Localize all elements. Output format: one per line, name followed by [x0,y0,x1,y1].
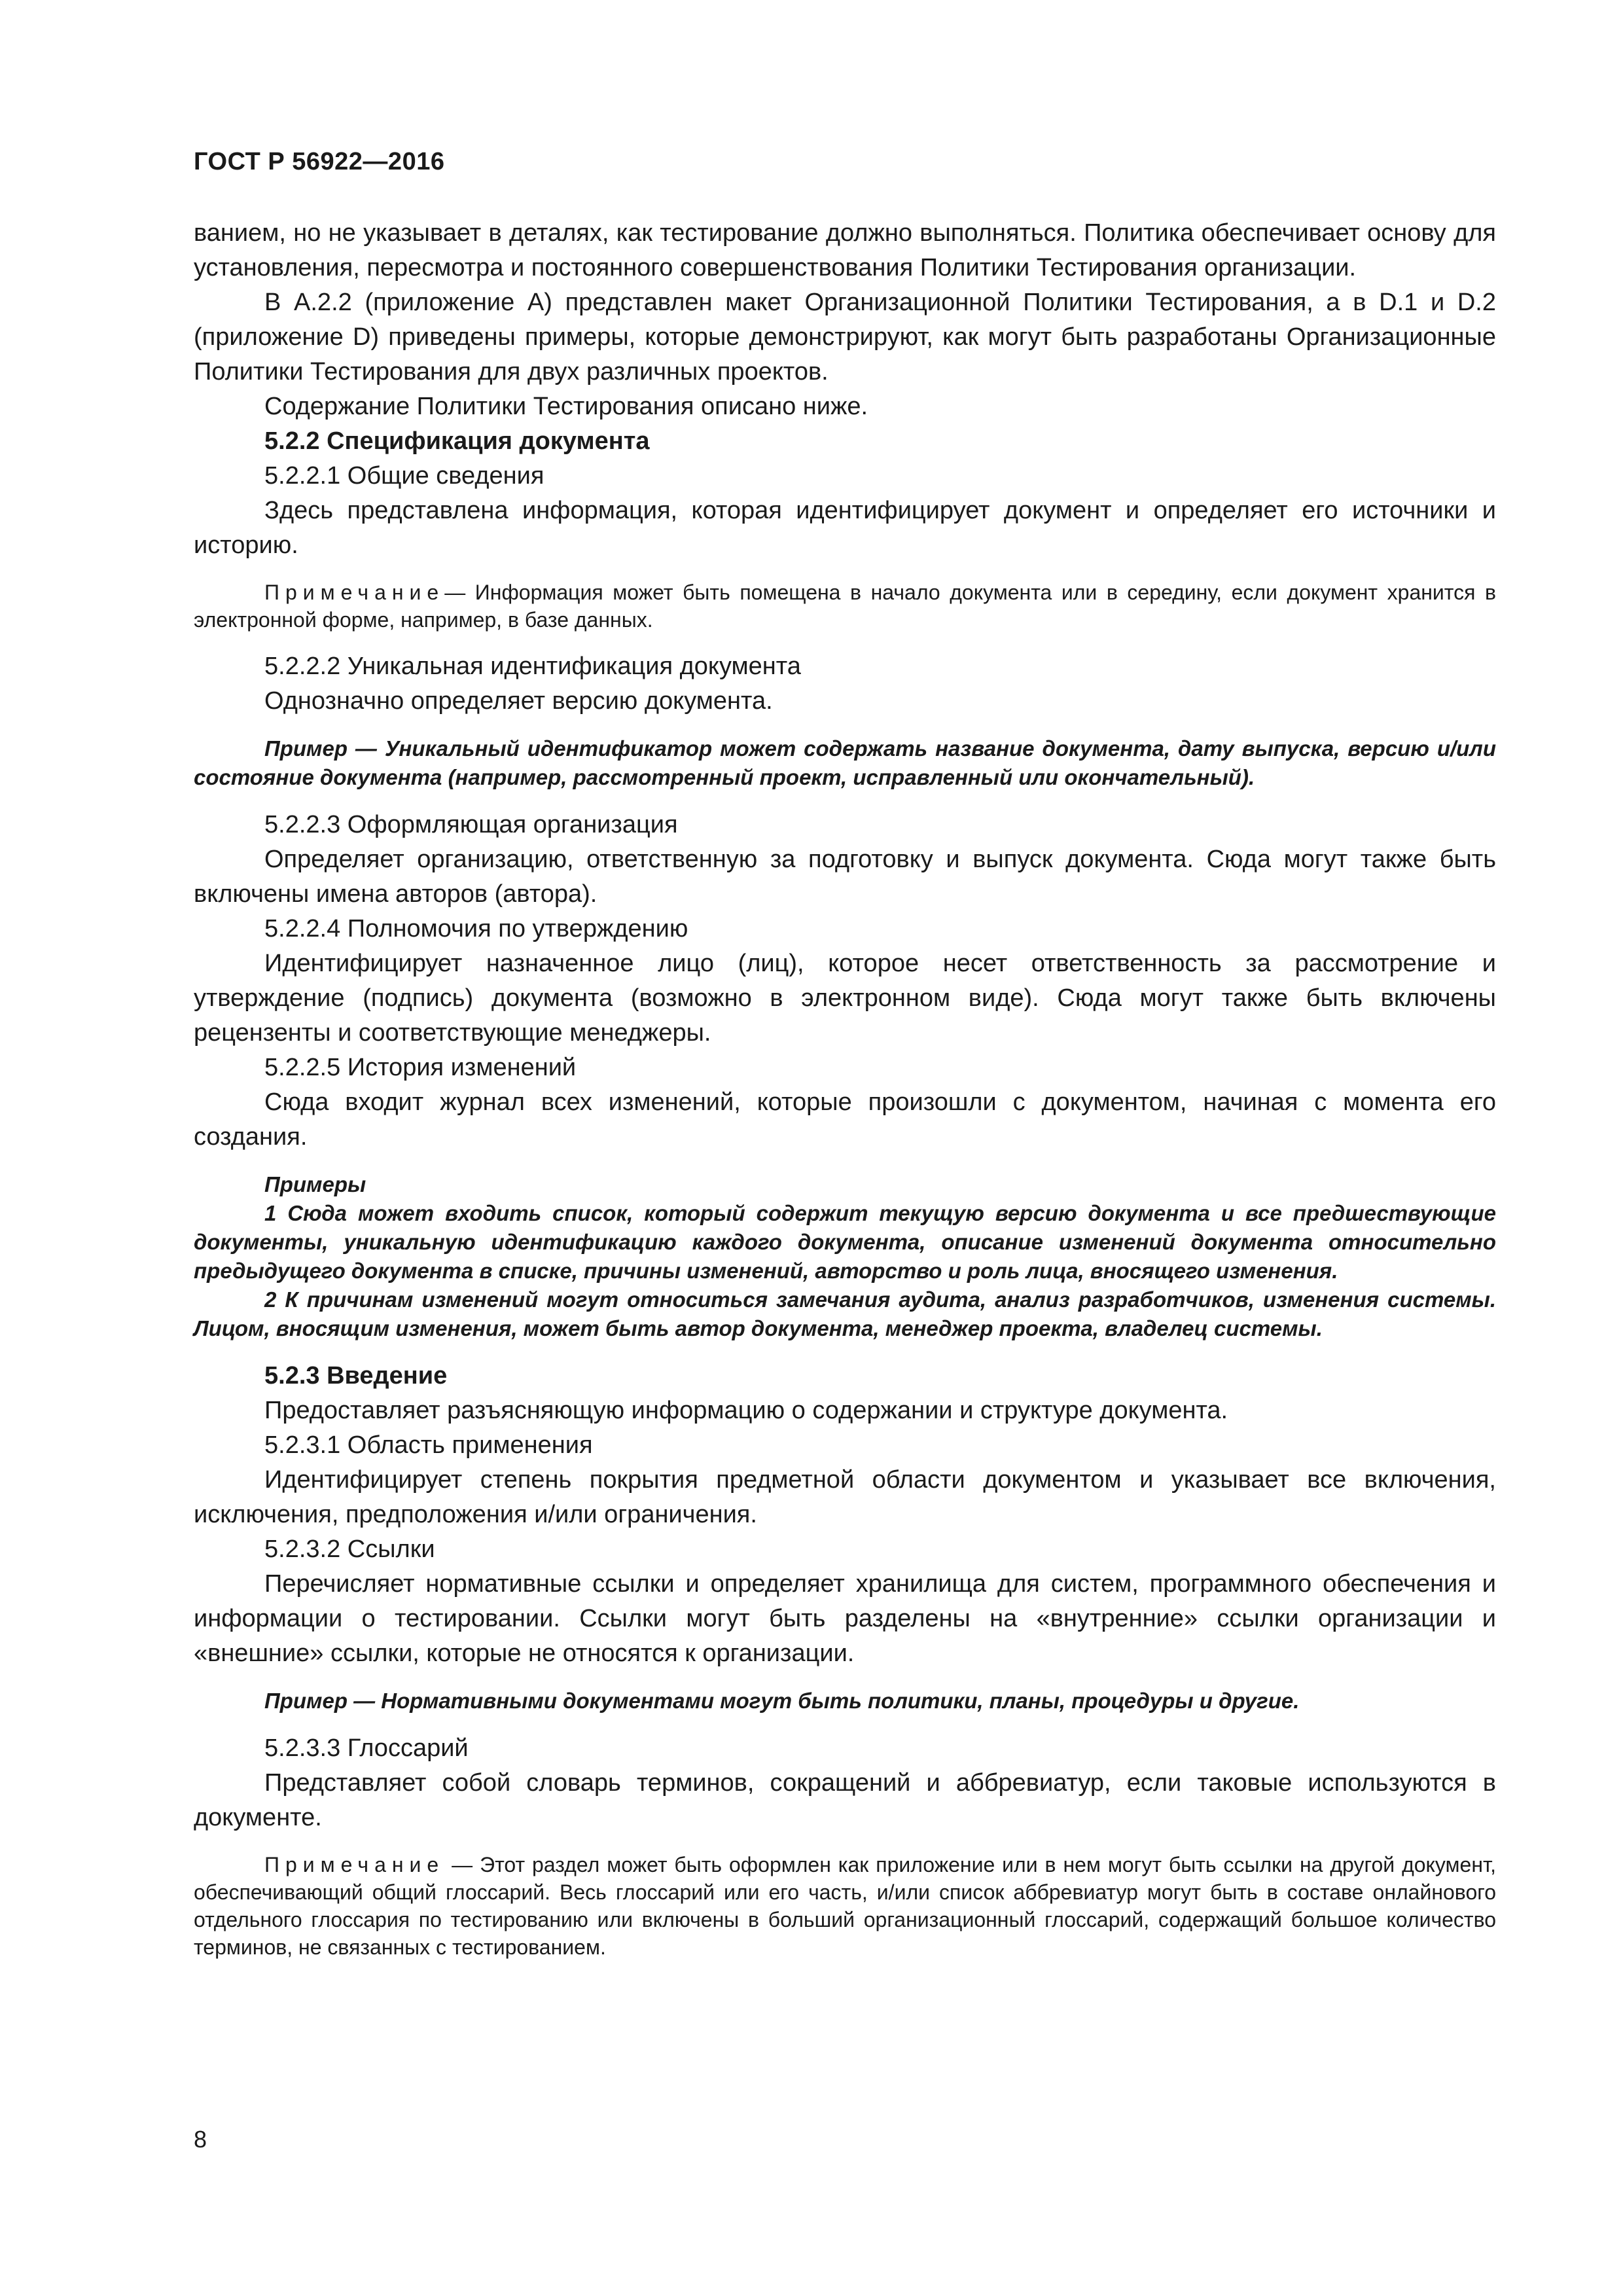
page-number: 8 [194,2126,207,2153]
examples-title: Примеры [264,1172,366,1196]
paragraph-approval-authority: Идентифицирует назначенное лицо (лиц), которое несет ответственность за рассмотрение и утверждение (подпись) документа (возможно в электронном виде). Сюда могут также быть включены рецензенты и соответствующие менеджеры. [194,950,1496,1047]
example-change-list: 1 Сюда может входить список, который содержит текущую версию документа и все предшествующие документы, уникальную идентификацию каждого документа, описание изменений документа относительно предыдущего документа в списке, причины изменений, авторство и роль лица, вносящего изменения. [194,1201,1496,1283]
section-heading-5-2-2-3: 5.2.2.3 Оформляющая организация [264,811,678,838]
paragraph-general-info: Здесь представлена информация, которая идентифицирует документ и определяет его источники и историю. [194,497,1496,559]
paragraph-appendix-reference: В А.2.2 (приложение А) представлен макет Организационной Политики Тестирования, а в D.1 и D.2 (приложение D) приведены примеры, которые демонстрируют, как могут быть разработаны Организационные Политики Тестирования для двух различных проектов. [194,289,1496,386]
page-body [194,216,1496,1961]
section-heading-5-2-2: 5.2.2 Спецификация документа [264,427,650,455]
paragraph-scope: Идентифицирует степень покрытия предметной области документом и указывает все включения, исключения, предположения и/или ограничения. [194,1466,1496,1528]
document-header: ГОСТ Р 56922—2016 [194,148,445,175]
note-text: — Этот раздел может быть оформлен как приложение или в нем могут быть ссылки на другой документ, обеспечивающий общий глоссарий. Весь глоссарий или его часть, и/или список аббревиатур могут быть в составе онлайнового отдельного глоссария по тестированию или включены в больший организационный глоссарий, содержащий большое количество терминов, не связанных с тестированием. [194,1853,1496,1959]
paragraph-change-history: Сюда входит журнал всех изменений, которые произошли с документом, начиная с момента его создания. [194,1088,1496,1151]
example-change-reasons: 2 К причинам изменений могут относиться замечания аудита, анализ разработчиков, изменения системы. Лицом, вносящим изменения, может быть автор документа, менеджер проекта, владелец системы. [194,1287,1496,1340]
paragraph-issuing-organization: Определяет организацию, ответственную за подготовку и выпуск документа. Сюда могут также быть включены имена авторов (автора). [194,846,1496,908]
section-heading-5-2-3-2: 5.2.3.2 Ссылки [264,1535,435,1563]
note-glossary [194,1851,1496,1961]
paragraph-references: Перечисляет нормативные ссылки и определяет хранилища для систем, программного обеспечения и информации о тестировании. Ссылки могут быть разделены на «внутренние» ссылки организации и «внешние» ссылки, которые не относятся к организации. [194,1570,1496,1667]
paragraph-unique-id: Однозначно определяет версию документа. [264,687,773,715]
section-heading-5-2-3-1: 5.2.3.1 Область применения [264,1431,593,1459]
note-label: Примечание [264,581,445,604]
paragraph-glossary: Представляет собой словарь терминов, сокращений и аббревиатур, если таковые используются в документе. [194,1769,1496,1831]
paragraph-introduction: Предоставляет разъясняющую информацию о содержании и структуре документа. [264,1397,1228,1424]
section-heading-5-2-3: 5.2.3 Введение [264,1362,448,1390]
section-heading-5-2-2-5: 5.2.2.5 История изменений [264,1054,577,1081]
paragraph-policy-content-intro: Содержание Политики Тестирования описано ниже. [264,393,868,420]
section-heading-5-2-2-2: 5.2.2.2 Уникальная идентификация документа [264,653,801,680]
note-document-placement [194,579,1496,634]
section-heading-5-2-2-1: 5.2.2.1 Общие сведения [264,462,544,490]
section-heading-5-2-2-4: 5.2.2.4 Полномочия по утверждению [264,915,688,942]
paragraph-continuation: ванием, но не указывает в деталях, как тестирование должно выполняться. Политика обеспечивает основу для установления, пересмотра и постоянного совершенствования Политики Тестирования организации. [194,219,1496,281]
note-text: — Информация может быть помещена в начало документа или в середину, если документ хранится в электронной форме, например, в базе данных. [194,581,1496,632]
example-normative-documents: Пример — Нормативными документами могут быть политики, планы, процедуры и другие. [264,1689,1300,1713]
example-unique-identifier: Пример — Уникальный идентификатор может содержать название документа, дату выпуска, версию и/или состояние документа (например, рассмотренный проект, исправленный или окончательный). [194,736,1496,789]
section-heading-5-2-3-3: 5.2.3.3 Глоссарий [264,1734,469,1762]
note-label: Примечание [264,1853,445,1876]
